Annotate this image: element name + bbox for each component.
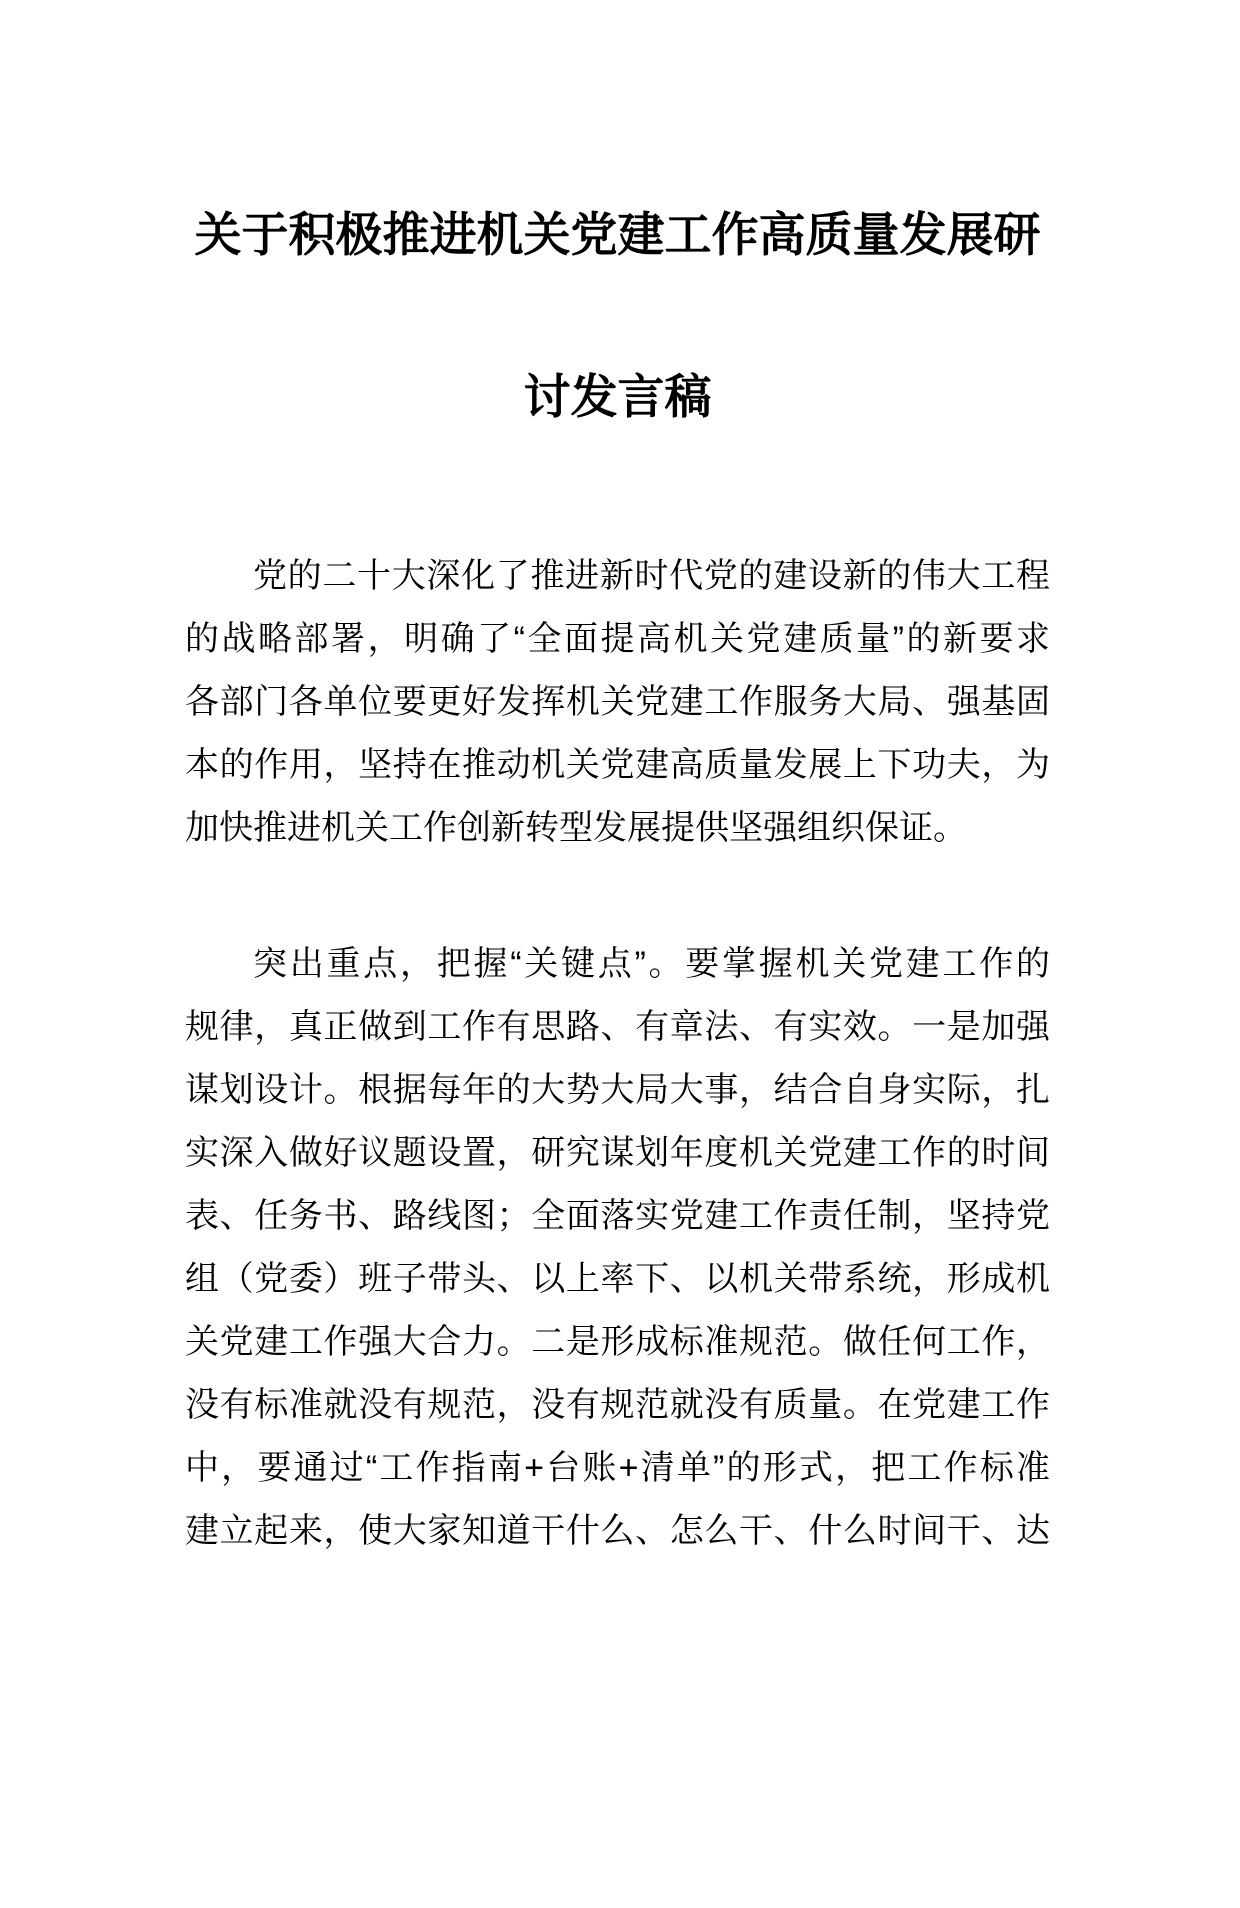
text-line: 突出重点，把握“关键点”。要掌握机关党建工作的	[253, 945, 1050, 983]
paragraph-1	[185, 545, 1050, 860]
text-line: 关党建工作强大合力。二是形成标准规范。做任何工作，	[185, 1323, 1050, 1361]
text-line: 实深入做好议题设置，研究谋划年度机关党建工作的时间	[185, 1134, 1050, 1172]
text-line: 本的作用，坚持在推动机关党建高质量发展上下功夫，为	[185, 746, 1050, 784]
title-line-2: 讨发言稿	[523, 370, 712, 423]
text-line: 党的二十大深化了推进新时代党的建设新的伟大工程	[253, 557, 1050, 595]
text-line: 谋划设计。根据每年的大势大局大事，结合自身实际，扎	[185, 1071, 1050, 1109]
text-line: 没有标准就没有规范，没有规范就没有质量。在党建工作	[185, 1386, 1050, 1424]
paragraph-2	[185, 933, 1050, 1563]
text-line: 的战略部署，明确了“全面提高机关党建质量”的新要求	[185, 620, 1050, 658]
document-page	[185, 154, 1050, 1563]
text-line: 各部门各单位要更好发挥机关党建工作服务大局、强基固	[185, 683, 1050, 721]
text-line: 建立起来，使大家知道干什么、怎么干、什么时间干、达	[185, 1512, 1050, 1550]
text-line: 规律，真正做到工作有思路、有章法、有实效。一是加强	[185, 1008, 1050, 1046]
text-line: 表、任务书、路线图；全面落实党建工作责任制，坚持党	[185, 1197, 1050, 1235]
title-line-1: 关于积极推进机关党建工作高质量发展研	[194, 208, 1041, 261]
text-line: 组（党委）班子带头、以上率下、以机关带系统，形成机	[185, 1260, 1050, 1298]
text-line: 中，要通过“工作指南+台账+清单”的形式，把工作标准	[185, 1449, 1050, 1487]
text-line: 加快推进机关工作创新转型发展提供坚强组织保证。	[185, 809, 967, 847]
document-title	[185, 154, 1050, 478]
